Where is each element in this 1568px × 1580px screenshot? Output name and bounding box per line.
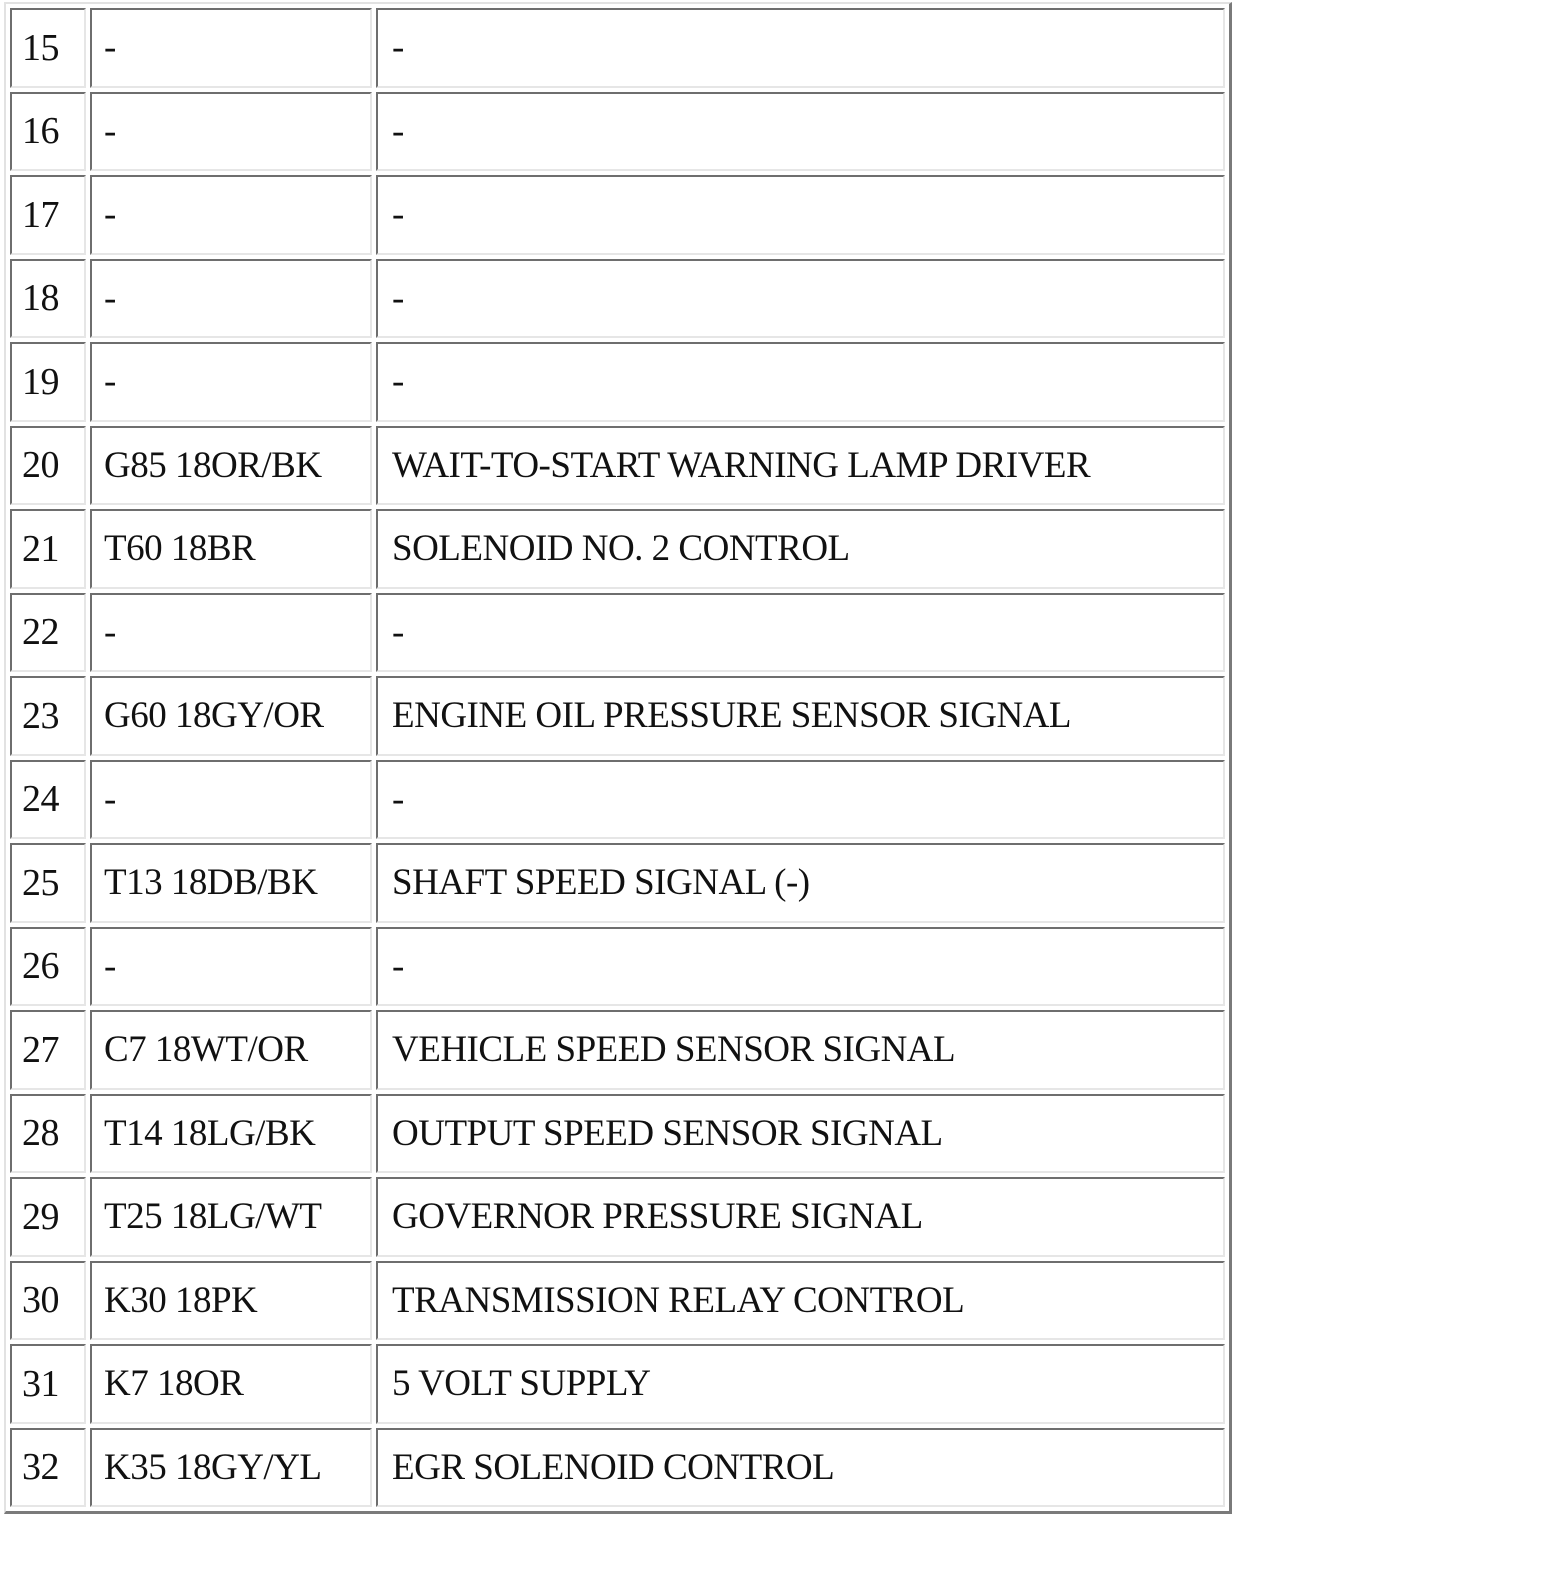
pin-number-cell: 24 — [10, 760, 86, 840]
circuit-function-cell: SHAFT SPEED SIGNAL (-) — [376, 843, 1225, 923]
pin-number-cell: 31 — [10, 1344, 86, 1424]
circuit-function-cell: 5 VOLT SUPPLY — [376, 1344, 1225, 1424]
pin-number-cell: 27 — [10, 1010, 86, 1090]
circuit-function-cell: OUTPUT SPEED SENSOR SIGNAL — [376, 1094, 1225, 1174]
wire-code-cell: - — [90, 593, 372, 673]
pin-number-cell: 16 — [10, 92, 86, 172]
table-row — [10, 1428, 1225, 1508]
circuit-function-cell: - — [376, 927, 1225, 1007]
table-row — [10, 509, 1225, 589]
table-row — [10, 92, 1225, 172]
pin-number-cell: 22 — [10, 593, 86, 673]
wire-code-cell: G60 18GY/OR — [90, 676, 372, 756]
wire-code-cell: - — [90, 259, 372, 339]
pin-number-cell: 20 — [10, 426, 86, 506]
pin-number-cell: 32 — [10, 1428, 86, 1508]
connector-pinout-table-frame — [4, 2, 1232, 1514]
pin-number-cell: 26 — [10, 927, 86, 1007]
circuit-function-cell: - — [376, 259, 1225, 339]
pin-number-cell: 17 — [10, 175, 86, 255]
wire-code-cell: T60 18BR — [90, 509, 372, 589]
circuit-function-cell: - — [376, 92, 1225, 172]
circuit-function-cell: TRANSMISSION RELAY CONTROL — [376, 1261, 1225, 1341]
table-row — [10, 843, 1225, 923]
wire-code-cell: - — [90, 8, 372, 88]
wire-code-cell: - — [90, 927, 372, 1007]
wire-code-cell: - — [90, 92, 372, 172]
wire-code-cell: K35 18GY/YL — [90, 1428, 372, 1508]
pin-number-cell: 19 — [10, 342, 86, 422]
wire-code-cell: - — [90, 175, 372, 255]
circuit-function-cell: SOLENOID NO. 2 CONTROL — [376, 509, 1225, 589]
table-row — [10, 927, 1225, 1007]
table-row — [10, 1010, 1225, 1090]
table-row — [10, 593, 1225, 673]
circuit-function-cell: GOVERNOR PRESSURE SIGNAL — [376, 1177, 1225, 1257]
table-row — [10, 760, 1225, 840]
pin-number-cell: 28 — [10, 1094, 86, 1174]
wire-code-cell: T25 18LG/WT — [90, 1177, 372, 1257]
table-row — [10, 342, 1225, 422]
pin-number-cell: 23 — [10, 676, 86, 756]
circuit-function-cell: - — [376, 760, 1225, 840]
table-row — [10, 175, 1225, 255]
circuit-function-cell: WAIT-TO-START WARNING LAMP DRIVER — [376, 426, 1225, 506]
pin-number-cell: 30 — [10, 1261, 86, 1341]
circuit-function-cell: - — [376, 342, 1225, 422]
circuit-function-cell: VEHICLE SPEED SENSOR SIGNAL — [376, 1010, 1225, 1090]
wire-code-cell: T14 18LG/BK — [90, 1094, 372, 1174]
table-row — [10, 676, 1225, 756]
table-body — [10, 8, 1225, 1507]
wire-code-cell: T13 18DB/BK — [90, 843, 372, 923]
circuit-function-cell: EGR SOLENOID CONTROL — [376, 1428, 1225, 1508]
pin-number-cell: 25 — [10, 843, 86, 923]
pin-number-cell: 21 — [10, 509, 86, 589]
table-row — [10, 426, 1225, 506]
table-row — [10, 1094, 1225, 1174]
pin-number-cell: 18 — [10, 259, 86, 339]
pin-number-cell: 29 — [10, 1177, 86, 1257]
wire-code-cell: - — [90, 760, 372, 840]
table-row — [10, 1344, 1225, 1424]
table-row — [10, 1261, 1225, 1341]
circuit-function-cell: - — [376, 593, 1225, 673]
table-row — [10, 259, 1225, 339]
wire-code-cell: K30 18PK — [90, 1261, 372, 1341]
table-row — [10, 8, 1225, 88]
wire-code-cell: C7 18WT/OR — [90, 1010, 372, 1090]
table-row — [10, 1177, 1225, 1257]
wire-code-cell: - — [90, 342, 372, 422]
wire-code-cell: G85 18OR/BK — [90, 426, 372, 506]
pin-number-cell: 15 — [10, 8, 86, 88]
wire-code-cell: K7 18OR — [90, 1344, 372, 1424]
circuit-function-cell: - — [376, 8, 1225, 88]
circuit-function-cell: - — [376, 175, 1225, 255]
circuit-function-cell: ENGINE OIL PRESSURE SENSOR SIGNAL — [376, 676, 1225, 756]
connector-pinout-table — [6, 4, 1229, 1511]
